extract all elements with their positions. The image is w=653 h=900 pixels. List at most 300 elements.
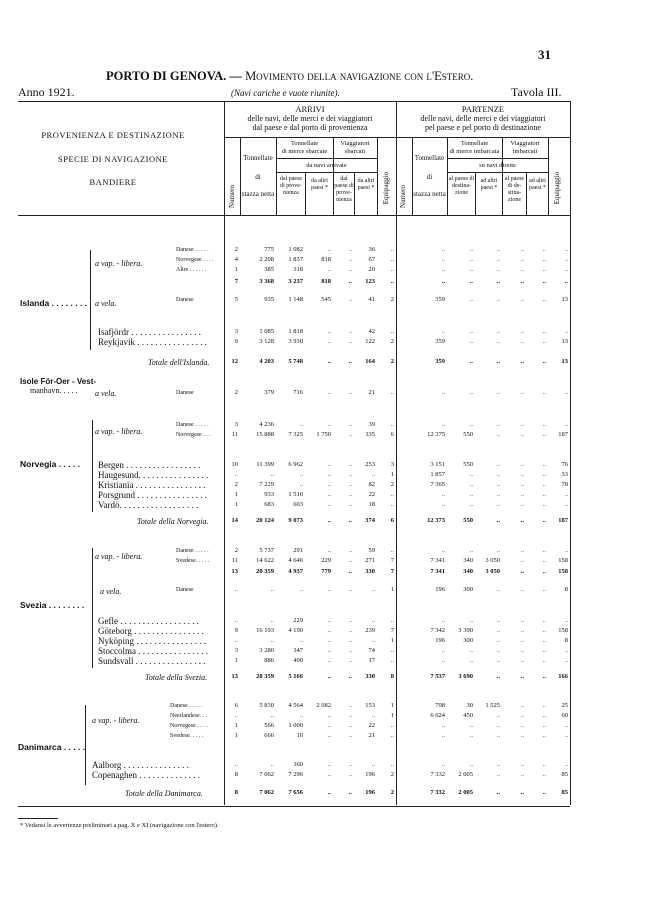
table-cell: .. <box>542 278 546 285</box>
table-cell: .. <box>520 712 524 719</box>
table-cell: 123 <box>365 278 375 285</box>
col-numero-part: Numero <box>399 185 407 208</box>
table-cell: .. <box>520 461 524 468</box>
table-cell: .. <box>327 722 331 729</box>
table-cell: 11 <box>231 431 238 438</box>
table-cell: 9 073 <box>288 517 303 524</box>
table-cell: 335 <box>365 431 375 438</box>
table-cell: 3 390 <box>458 627 473 634</box>
table-cell: 30 <box>466 702 473 709</box>
table-cell: .. <box>542 627 546 634</box>
table-cell: 5 748 <box>288 358 303 365</box>
row-label: Sundsvall . . . . . . . . . . . . . . . . <box>98 656 206 666</box>
table-cell: 300 <box>463 586 473 593</box>
col-viagg-sbarcati-1: Viaggiatori <box>340 140 370 147</box>
table-cell: .. <box>496 732 500 739</box>
table-cell: 2 <box>390 296 394 303</box>
table-cell: .. <box>520 278 524 285</box>
table-cell: 550 <box>463 517 473 524</box>
table-cell: .. <box>520 722 524 729</box>
table-cell: .. <box>564 617 568 624</box>
table-row <box>0 470 653 480</box>
table-cell: .. <box>542 471 546 478</box>
table-cell: .. <box>496 246 500 253</box>
table-cell: 229 <box>321 557 331 564</box>
table-cell: 20 124 <box>256 517 274 524</box>
table-cell: 779 <box>321 568 331 575</box>
col-al-paese-part: al paese di destina-zione <box>448 176 475 196</box>
table-cell: 935 <box>264 296 274 303</box>
table-cell: 7 <box>390 627 394 634</box>
table-cell: 1 525 <box>485 702 500 709</box>
table-cell: .. <box>327 421 331 428</box>
country-danimarca: Danimarca . . . . . <box>18 742 86 752</box>
row-label: Bergen . . . . . . . . . . . . . . . . . <box>98 460 201 470</box>
table-cell: .. <box>441 256 445 263</box>
table-cell: .. <box>348 647 352 654</box>
table-cell: .. <box>327 358 331 365</box>
row-label: Copenaghen . . . . . . . . . . . . . . <box>92 770 200 780</box>
table-cell: 2 005 <box>458 789 473 796</box>
table-cell: 6 <box>390 517 394 524</box>
table-cell: .. <box>390 421 394 428</box>
table-cell: .. <box>520 657 524 664</box>
table-cell: 7 537 <box>430 673 445 680</box>
table-cell: 7 325 <box>288 431 303 438</box>
table-cell: 7 <box>234 278 238 285</box>
table-cell: .. <box>542 789 546 796</box>
table-cell: .. <box>469 761 473 768</box>
table-row <box>0 500 653 510</box>
table-cell: 3 690 <box>458 673 473 680</box>
table-cell: .. <box>520 547 524 554</box>
table-cell: .. <box>348 278 352 285</box>
rule <box>570 101 571 215</box>
table-row <box>0 731 653 741</box>
row-label: Isafjördr . . . . . . . . . . . . . . . . <box>98 327 201 337</box>
table-cell: .. <box>441 389 445 396</box>
row-label: Stoccolma . . . . . . . . . . . . . . . . <box>98 646 208 656</box>
country-svezia: Svezia . . . . . . . . <box>20 600 85 610</box>
table-cell: 158 <box>558 557 568 564</box>
footnote: * Vedansi le avvertenze preliminari a pag. X e XI (navigazione con l'estero). <box>20 822 219 829</box>
table-cell: .. <box>520 702 524 709</box>
table-cell: .. <box>270 712 274 719</box>
table-cell: .. <box>520 586 524 593</box>
table-row <box>0 277 653 287</box>
left-heading-specie: SPECIE DI NAVIGAZIONE <box>58 154 168 164</box>
islanda-vela-label: a vela. <box>95 299 117 308</box>
table-cell: 2 <box>390 789 394 796</box>
table-row <box>0 327 653 337</box>
row-label: Vardö. . . . . . . . . . . . . . . . . . <box>98 500 199 510</box>
table-cell: .. <box>234 586 238 593</box>
table-cell: .. <box>327 627 331 634</box>
norvegia-total-label: Totale della Norvegia. <box>137 517 209 526</box>
table-cell: 20 <box>368 266 375 273</box>
table-cell: .. <box>234 712 238 719</box>
table-cell: 7 <box>390 568 394 575</box>
table-cell: 5 737 <box>259 547 274 554</box>
table-cell: .. <box>327 246 331 253</box>
table-cell: .. <box>542 673 546 680</box>
table-cell: .. <box>469 266 473 273</box>
norvegia-vap-label: a vap. - libera. <box>95 427 143 436</box>
table-cell: 2 005 <box>458 771 473 778</box>
table-row <box>0 701 653 711</box>
table-bottom-rule <box>18 806 570 807</box>
table-cell: .. <box>520 266 524 273</box>
table-cell: 666 <box>264 732 274 739</box>
table-cell: .. <box>496 789 500 796</box>
col-numero-arr: Numero <box>228 185 236 208</box>
table-cell: 33 <box>561 471 568 478</box>
table-cell: .. <box>542 389 546 396</box>
table-cell: .. <box>348 246 352 253</box>
title-port: PORTO DI GENOVA. — <box>106 69 246 83</box>
col-viagg-sbarcati <box>333 140 377 156</box>
table-cell: .. <box>520 256 524 263</box>
col-merce-sbarcate-1: Tonnellate <box>290 140 319 147</box>
table-cell: 1 750 <box>316 431 331 438</box>
table-row <box>0 337 653 347</box>
col-tonnellate-arr <box>240 154 276 199</box>
table-cell: 1 <box>390 471 394 478</box>
table-cell: .. <box>234 637 238 644</box>
table-cell: .. <box>327 491 331 498</box>
table-cell: 7 332 <box>430 789 445 796</box>
table-cell: 3 <box>390 461 394 468</box>
col-merce-sbarcate-2: di merce sbarcate <box>281 148 328 155</box>
table-cell: .. <box>520 421 524 428</box>
table-cell: .. <box>496 481 500 488</box>
table-cell: .. <box>520 789 524 796</box>
table-cell: .. <box>348 673 352 680</box>
table-cell: 196 <box>435 586 445 593</box>
table-cell: .. <box>441 421 445 428</box>
row-label: Danese . . . . . <box>170 703 203 709</box>
table-cell: .. <box>520 627 524 634</box>
table-row <box>0 656 653 666</box>
table-cell: .. <box>390 246 394 253</box>
partenze-heading <box>396 105 570 132</box>
table-cell: 20 359 <box>256 568 274 575</box>
table-cell: 39 <box>368 421 375 428</box>
table-cell: .. <box>441 547 445 554</box>
table-cell: 2 <box>390 771 394 778</box>
table-cell: 1 510 <box>288 491 303 498</box>
table-cell: .. <box>348 712 352 719</box>
table-cell: 187 <box>558 517 568 524</box>
table-cell: 1 <box>234 722 238 729</box>
table-cell: 6 <box>390 431 394 438</box>
table-cell: .. <box>348 586 352 593</box>
table-cell: .. <box>496 657 500 664</box>
table-cell: .. <box>542 491 546 498</box>
row-label: Norvegese . . . . <box>170 723 208 729</box>
table-cell: .. <box>496 637 500 644</box>
table-cell: .. <box>564 278 568 285</box>
partenze-sub-2: pel paese e pel porto di destinazione <box>425 123 541 132</box>
table-cell: .. <box>564 647 568 654</box>
table-cell: .. <box>564 421 568 428</box>
table-cell: .. <box>327 657 331 664</box>
row-label: Norvegese . . . . <box>176 257 214 263</box>
table-cell: .. <box>496 256 500 263</box>
table-cell: .. <box>234 471 238 478</box>
table-cell: .. <box>234 761 238 768</box>
arrivi-sub-1: delle navi, delle merci e dei viaggiatori <box>247 114 373 123</box>
table-cell: 385 <box>264 266 274 273</box>
table-cell: .. <box>542 732 546 739</box>
country-isole-foer-2: manhavn. . . . . <box>30 386 78 395</box>
col-al-paese-viagg: al paese di de-stina-zione <box>504 176 525 203</box>
table-cell: 2 <box>234 389 238 396</box>
table-cell: .. <box>441 278 445 285</box>
country-islanda-name: Islanda <box>20 298 50 308</box>
table-cell: .. <box>496 278 500 285</box>
table-cell: 1 818 <box>288 328 303 335</box>
table-cell: .. <box>564 246 568 253</box>
country-danimarca-name: Danimarca <box>18 742 62 752</box>
rule <box>548 137 549 215</box>
table-cell: .. <box>496 647 500 654</box>
table-cell: .. <box>564 328 568 335</box>
table-cell: .. <box>441 732 445 739</box>
table-cell: 340 <box>463 557 473 564</box>
table-cell: .. <box>496 501 500 508</box>
row-label: Porsgrund . . . . . . . . . . . . . . . . <box>98 490 208 500</box>
table-cell: 5 <box>234 296 238 303</box>
table-cell: .. <box>270 637 274 644</box>
title-movement: Movimento della navigazione con l'Estero. <box>245 69 474 83</box>
table-cell: .. <box>348 471 352 478</box>
col-viagg-imbarcati <box>502 140 548 156</box>
svezia-vela-label: a vela. <box>100 587 122 596</box>
table-cell: 22 <box>368 491 375 498</box>
table-cell: .. <box>371 761 375 768</box>
table-cell: .. <box>371 617 375 624</box>
table-cell: 4 <box>234 256 238 263</box>
col-merce-imbarcata <box>447 140 502 156</box>
table-cell: .. <box>542 547 546 554</box>
table-cell: 271 <box>365 557 375 564</box>
table-cell: .. <box>441 617 445 624</box>
col-tonnellate-arr-2: di <box>255 173 261 181</box>
table-cell: .. <box>441 647 445 654</box>
table-cell: .. <box>496 296 500 303</box>
table-cell: 36 <box>368 246 375 253</box>
table-cell: 7 365 <box>430 481 445 488</box>
table-cell: 1 <box>234 491 238 498</box>
table-cell: .. <box>390 389 394 396</box>
table-cell: 6 <box>234 702 238 709</box>
table-cell: .. <box>542 296 546 303</box>
table-cell: .. <box>327 547 331 554</box>
row-label: Danese <box>176 587 194 593</box>
table-cell: .. <box>348 328 352 335</box>
table-cell: .. <box>390 328 394 335</box>
row-label: Haugesund. . . . . . . . . . . . . . . . <box>98 470 209 480</box>
rule <box>224 137 570 138</box>
table-cell: .. <box>469 481 473 488</box>
table-row <box>0 265 653 275</box>
table-cell: 166 <box>558 673 568 680</box>
table-cell: .. <box>234 617 238 624</box>
table-cell: .. <box>496 421 500 428</box>
table-cell: 1 <box>234 266 238 273</box>
table-cell: .. <box>496 712 500 719</box>
country-islanda: Islanda . . . . . . . . <box>20 298 88 308</box>
table-cell: .. <box>520 647 524 654</box>
year-label: Anno 1921. <box>18 85 75 99</box>
table-cell: .. <box>496 471 500 478</box>
table-cell: 13 <box>231 568 238 575</box>
table-cell: .. <box>270 617 274 624</box>
table-cell: 330 <box>365 673 375 680</box>
table-cell: .. <box>542 557 546 564</box>
table-cell: .. <box>348 501 352 508</box>
table-cell: .. <box>542 501 546 508</box>
table-cell: 7 062 <box>259 771 274 778</box>
table-cell: .. <box>520 732 524 739</box>
table-cell: 158 <box>558 627 568 634</box>
table-cell: .. <box>327 481 331 488</box>
header-top-rule <box>18 101 570 102</box>
col-ad-altri-paesi-viagg: ad altri paesi * <box>529 178 546 191</box>
table-cell: .. <box>299 637 303 644</box>
table-cell: .. <box>542 461 546 468</box>
table-cell: .. <box>469 491 473 498</box>
table-cell: .. <box>441 722 445 729</box>
table-cell: 22 <box>368 722 375 729</box>
table-row <box>0 585 653 595</box>
table-cell: 2 208 <box>259 256 274 263</box>
table-row <box>0 760 653 770</box>
table-cell: 550 <box>463 431 473 438</box>
table-cell: 2 <box>234 481 238 488</box>
rule <box>276 158 377 159</box>
table-cell: 450 <box>463 712 473 719</box>
table-cell: .. <box>469 732 473 739</box>
table-cell: .. <box>469 647 473 654</box>
table-cell: 400 <box>293 657 303 664</box>
col-dal-paese-viagg: dal paese di prove-nienza <box>334 176 354 203</box>
table-cell: 4 190 <box>288 627 303 634</box>
table-cell: .. <box>348 789 352 796</box>
table-cell: 775 <box>264 246 274 253</box>
table-cell: .. <box>348 389 352 396</box>
col-tonnellate-part <box>412 154 447 199</box>
row-label: Svedese. . . . . <box>170 733 204 739</box>
table-cell: .. <box>469 256 473 263</box>
table-cell: 545 <box>321 296 331 303</box>
table-cell: .. <box>496 761 500 768</box>
table-cell: 330 <box>365 568 375 575</box>
table-cell: 253 <box>365 461 375 468</box>
table-cell: .. <box>542 256 546 263</box>
table-row <box>0 626 653 636</box>
table-cell: 3 128 <box>259 338 274 345</box>
country-isole-foer-1: Isole För-Oer - Vest- <box>20 377 97 386</box>
table-cell: 12 <box>231 358 238 365</box>
table-cell: .. <box>469 421 473 428</box>
table-cell: .. <box>327 471 331 478</box>
table-cell: 196 <box>365 771 375 778</box>
table-row <box>0 636 653 646</box>
row-label: Kristiania . . . . . . . . . . . . . . . . <box>98 480 206 490</box>
table-cell: 1 857 <box>430 471 445 478</box>
table-cell: 8 <box>234 771 238 778</box>
table-cell: 21 <box>368 389 375 396</box>
table-row <box>0 245 653 255</box>
table-cell: .. <box>348 722 352 729</box>
rule <box>276 172 377 173</box>
table-cell: .. <box>348 568 352 575</box>
table-cell: .. <box>327 712 331 719</box>
table-cell: .. <box>390 617 394 624</box>
table-cell: 1 <box>234 732 238 739</box>
table-cell: .. <box>496 266 500 273</box>
table-cell: .. <box>299 421 303 428</box>
arrivi-title: ARRIVI <box>295 104 325 114</box>
table-cell: .. <box>469 246 473 253</box>
table-cell: .. <box>327 647 331 654</box>
table-cell: .. <box>348 266 352 273</box>
table-cell: 11 399 <box>256 461 274 468</box>
table-cell: 1 000 <box>288 722 303 729</box>
table-cell: .. <box>390 647 394 654</box>
table-cell: 6 624 <box>430 712 445 719</box>
table-row <box>0 616 653 626</box>
foer-vela-label: a vela. <box>95 389 117 398</box>
svezia-vap-label: a vap. - libera. <box>95 552 143 561</box>
table-cell: .. <box>348 732 352 739</box>
col-viagg-imbarcati-1: Viaggiatori <box>510 140 540 147</box>
table-cell: 16 193 <box>256 627 274 634</box>
country-svezia-name: Svezia <box>20 600 47 610</box>
country-isole-foer-name: manhavn. <box>30 386 62 395</box>
table-cell: 550 <box>463 461 473 468</box>
table-cell: 359 <box>435 338 445 345</box>
table-cell: .. <box>327 586 331 593</box>
table-cell: 818 <box>321 256 331 263</box>
table-cell: .. <box>542 761 546 768</box>
row-label: Danese . . . . . <box>176 247 209 253</box>
table-cell: .. <box>390 501 394 508</box>
table-cell: 1 <box>234 501 238 508</box>
table-row <box>0 480 653 490</box>
table-cell: 1 837 <box>288 256 303 263</box>
table-row <box>0 646 653 656</box>
left-heading-bandiere: BANDIERE <box>89 177 137 187</box>
table-cell: .. <box>564 547 568 554</box>
table-cell: .. <box>348 702 352 709</box>
table-cell: 933 <box>264 491 274 498</box>
table-cell: 12 375 <box>427 431 445 438</box>
table-row <box>0 420 653 430</box>
table-cell: 683 <box>264 501 274 508</box>
table-cell: 4 236 <box>259 421 274 428</box>
table-cell: 9 <box>234 338 238 345</box>
table-cell: 818 <box>321 278 331 285</box>
table-cell: 187 <box>558 431 568 438</box>
table-cell: .. <box>348 617 352 624</box>
table-cell: .. <box>327 389 331 396</box>
table-cell: .. <box>299 471 303 478</box>
col-merce-imbarcata-2: di merce imbarcata <box>449 148 500 155</box>
table-cell: .. <box>496 338 500 345</box>
